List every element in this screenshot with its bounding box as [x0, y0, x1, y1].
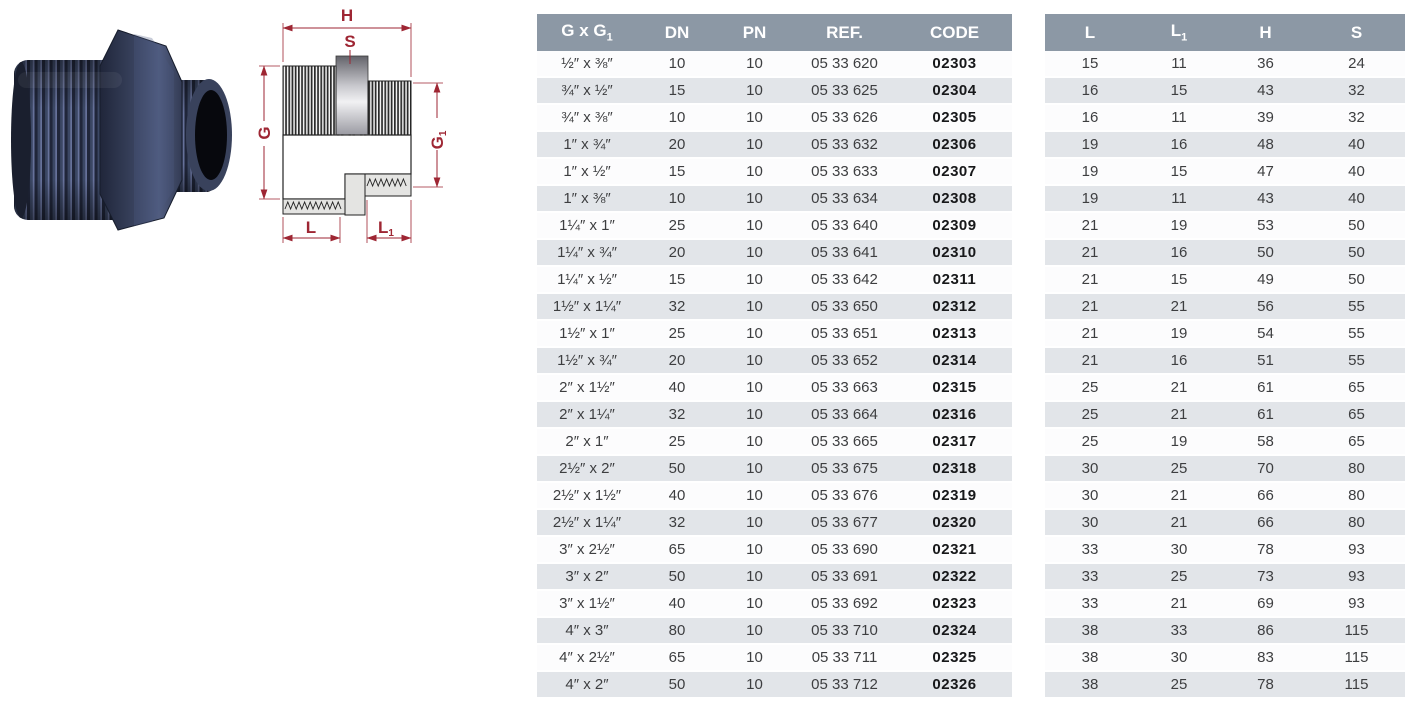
table-row [1045, 563, 1405, 590]
table-row [537, 212, 1012, 239]
table-cell: ½″ x ⅜″ [537, 51, 637, 77]
table-cell: 10 [717, 455, 792, 482]
product-photo [6, 22, 238, 240]
table-cell: 10 [717, 482, 792, 509]
table-cell: 50 [1223, 239, 1308, 266]
table-cell: 21 [1135, 590, 1223, 617]
spec-table [537, 14, 1012, 699]
table-cell: 02312 [897, 293, 1012, 320]
table-cell: 53 [1223, 212, 1308, 239]
table-row [537, 293, 1012, 320]
col-header-gxg1: G x $G_1$ [537, 14, 637, 51]
table-cell: 02308 [897, 185, 1012, 212]
table-row [537, 428, 1012, 455]
table-cell: 10 [717, 293, 792, 320]
table-cell: 10 [717, 320, 792, 347]
table-cell: 10 [717, 239, 792, 266]
table-row [537, 239, 1012, 266]
dim-table-body [1045, 51, 1405, 698]
table-cell: 10 [717, 428, 792, 455]
table-cell: 66 [1223, 509, 1308, 536]
table-cell: 10 [717, 590, 792, 617]
table-cell: 10 [717, 563, 792, 590]
table-cell: 48 [1223, 131, 1308, 158]
table-cell: 05 33 650 [792, 293, 897, 320]
table-cell: 10 [717, 158, 792, 185]
table-cell: 11 [1135, 51, 1223, 77]
table-row [537, 671, 1012, 698]
table-cell: 10 [717, 104, 792, 131]
col-header-h: H [1223, 14, 1308, 51]
table-cell: 02307 [897, 158, 1012, 185]
table-row [537, 563, 1012, 590]
table-cell: 16 [1045, 104, 1135, 131]
dim-label-l1: L1 [378, 218, 394, 239]
table-row [537, 536, 1012, 563]
table-cell: 39 [1223, 104, 1308, 131]
table-cell: 55 [1308, 347, 1405, 374]
table-cell: 05 33 711 [792, 644, 897, 671]
table-row [1045, 455, 1405, 482]
table-cell: 16 [1135, 239, 1223, 266]
table-cell: 78 [1223, 671, 1308, 698]
table-cell: 10 [717, 374, 792, 401]
table-cell: 10 [717, 347, 792, 374]
table-row [537, 158, 1012, 185]
table-cell: 05 33 641 [792, 239, 897, 266]
table-cell: 1½″ x 1¼″ [537, 293, 637, 320]
table-cell: 32 [637, 509, 717, 536]
table-cell: 61 [1223, 374, 1308, 401]
table-row [537, 347, 1012, 374]
table-cell: 20 [637, 131, 717, 158]
table-cell: 50 [637, 563, 717, 590]
table-cell: 24 [1308, 51, 1405, 77]
table-row [537, 320, 1012, 347]
table-cell: 05 33 625 [792, 77, 897, 104]
table-cell: 02326 [897, 671, 1012, 698]
table-cell: 1½″ x 1″ [537, 320, 637, 347]
table-row [1045, 536, 1405, 563]
table-cell: 4″ x 2″ [537, 671, 637, 698]
dim-label-g: G [255, 126, 274, 140]
table-cell: 02322 [897, 563, 1012, 590]
spec-table-header-row [537, 14, 1012, 51]
table-cell: 32 [637, 401, 717, 428]
table-cell: 1½″ x ¾″ [537, 347, 637, 374]
table-cell: 33 [1045, 563, 1135, 590]
table-cell: 25 [637, 212, 717, 239]
table-cell: 10 [637, 51, 717, 77]
table-cell: 21 [1045, 347, 1135, 374]
table-cell: 15 [637, 266, 717, 293]
table-cell: ¾″ x ⅜″ [537, 104, 637, 131]
table-cell: ¾″ x ½″ [537, 77, 637, 104]
table-cell: 02306 [897, 131, 1012, 158]
table-cell: 80 [1308, 509, 1405, 536]
table-cell: 40 [637, 374, 717, 401]
table-cell: 73 [1223, 563, 1308, 590]
table-cell: 115 [1308, 671, 1405, 698]
table-cell: 80 [1308, 455, 1405, 482]
table-cell: 20 [637, 239, 717, 266]
table-cell: 30 [1135, 644, 1223, 671]
table-row [537, 185, 1012, 212]
table-cell: 38 [1045, 644, 1135, 671]
table-row [537, 401, 1012, 428]
table-cell: 19 [1135, 428, 1223, 455]
table-row [1045, 482, 1405, 509]
table-row [1045, 644, 1405, 671]
table-row [537, 644, 1012, 671]
table-cell: 86 [1223, 617, 1308, 644]
table-cell: 66 [1223, 482, 1308, 509]
table-cell: 05 33 675 [792, 455, 897, 482]
table-cell: 10 [717, 266, 792, 293]
table-cell: 1″ x ¾″ [537, 131, 637, 158]
table-cell: 115 [1308, 644, 1405, 671]
dim-label-l: L [305, 218, 317, 237]
table-cell: 21 [1045, 239, 1135, 266]
table-cell: 05 33 632 [792, 131, 897, 158]
table-cell: 43 [1223, 77, 1308, 104]
table-row [1045, 158, 1405, 185]
table-cell: 19 [1045, 185, 1135, 212]
table-cell: 02324 [897, 617, 1012, 644]
table-cell: 10 [717, 51, 792, 77]
table-cell: 02311 [897, 266, 1012, 293]
table-cell: 49 [1223, 266, 1308, 293]
table-cell: 02315 [897, 374, 1012, 401]
col-header-pn: PN [717, 14, 792, 51]
table-cell: 33 [1135, 617, 1223, 644]
table-cell: 15 [1045, 51, 1135, 77]
table-cell: 02318 [897, 455, 1012, 482]
table-cell: 02320 [897, 509, 1012, 536]
table-cell: 2½″ x 1½″ [537, 482, 637, 509]
table-cell: 40 [1308, 158, 1405, 185]
table-cell: 25 [637, 320, 717, 347]
table-cell: 50 [637, 671, 717, 698]
table-cell: 36 [1223, 51, 1308, 77]
table-cell: 05 33 642 [792, 266, 897, 293]
table-cell: 2½″ x 1¼″ [537, 509, 637, 536]
table-cell: 50 [1308, 212, 1405, 239]
table-cell: 19 [1045, 131, 1135, 158]
table-cell: 93 [1308, 563, 1405, 590]
dimensions-table [1045, 14, 1405, 699]
table-cell: 10 [717, 185, 792, 212]
table-row [1045, 374, 1405, 401]
table-cell: 21 [1045, 266, 1135, 293]
dim-label-h: H [340, 6, 354, 25]
table-row [1045, 509, 1405, 536]
table-cell: 93 [1308, 590, 1405, 617]
table-cell: 65 [1308, 428, 1405, 455]
table-cell: 32 [1308, 77, 1405, 104]
table-cell: 16 [1135, 347, 1223, 374]
table-cell: 21 [1135, 374, 1223, 401]
reducing-nipple-photo-graphic [6, 22, 238, 240]
table-row [1045, 293, 1405, 320]
table-cell: 65 [637, 644, 717, 671]
table-row [1045, 212, 1405, 239]
table-row [1045, 131, 1405, 158]
table-cell: 80 [637, 617, 717, 644]
dim-label-s: S [344, 32, 356, 51]
table-cell: 21 [1045, 320, 1135, 347]
table-cell: 05 33 640 [792, 212, 897, 239]
table-cell: 56 [1223, 293, 1308, 320]
table-cell: 2″ x 1″ [537, 428, 637, 455]
col-header-s: S [1308, 14, 1405, 51]
table-cell: 4″ x 2½″ [537, 644, 637, 671]
table-cell: 02321 [897, 536, 1012, 563]
table-cell: 58 [1223, 428, 1308, 455]
table-cell: 25 [1045, 428, 1135, 455]
table-row [1045, 671, 1405, 698]
table-row [1045, 320, 1405, 347]
table-cell: 05 33 634 [792, 185, 897, 212]
table-cell: 61 [1223, 401, 1308, 428]
table-cell: 51 [1223, 347, 1308, 374]
table-cell: 1¼″ x ¾″ [537, 239, 637, 266]
table-cell: 40 [637, 482, 717, 509]
table-cell: 40 [637, 590, 717, 617]
table-cell: 25 [637, 428, 717, 455]
table-row [537, 77, 1012, 104]
table-cell: 02316 [897, 401, 1012, 428]
table-cell: 15 [1135, 266, 1223, 293]
table-cell: 115 [1308, 617, 1405, 644]
table-cell: 02305 [897, 104, 1012, 131]
table-cell: 25 [1045, 374, 1135, 401]
table-row [537, 590, 1012, 617]
table-cell: 10 [717, 509, 792, 536]
table-cell: 2½″ x 2″ [537, 455, 637, 482]
table-cell: 15 [637, 77, 717, 104]
table-row [1045, 185, 1405, 212]
table-row [537, 131, 1012, 158]
table-cell: 05 33 626 [792, 104, 897, 131]
table-cell: 19 [1135, 320, 1223, 347]
table-cell: 47 [1223, 158, 1308, 185]
table-cell: 11 [1135, 104, 1223, 131]
table-row [1045, 77, 1405, 104]
technical-drawing [250, 0, 485, 262]
table-cell: 02314 [897, 347, 1012, 374]
table-cell: 21 [1135, 401, 1223, 428]
table-cell: 05 33 665 [792, 428, 897, 455]
table-cell: 05 33 620 [792, 51, 897, 77]
table-cell: 10 [637, 185, 717, 212]
table-cell: 50 [1308, 266, 1405, 293]
table-cell: 55 [1308, 293, 1405, 320]
table-row [537, 51, 1012, 77]
table-cell: 05 33 677 [792, 509, 897, 536]
table-cell: 70 [1223, 455, 1308, 482]
table-cell: 16 [1045, 77, 1135, 104]
table-cell: 25 [1135, 455, 1223, 482]
table-cell: 1¼″ x 1″ [537, 212, 637, 239]
table-row [537, 374, 1012, 401]
table-cell: 33 [1045, 590, 1135, 617]
table-cell: 54 [1223, 320, 1308, 347]
table-row [537, 104, 1012, 131]
table-cell: 21 [1135, 482, 1223, 509]
table-cell: 05 33 710 [792, 617, 897, 644]
table-cell: 1¼″ x ½″ [537, 266, 637, 293]
table-cell: 19 [1045, 158, 1135, 185]
table-cell: 21 [1135, 509, 1223, 536]
table-cell: 19 [1135, 212, 1223, 239]
table-cell: 65 [1308, 401, 1405, 428]
table-cell: 2″ x 1½″ [537, 374, 637, 401]
table-cell: 02319 [897, 482, 1012, 509]
table-cell: 11 [1135, 185, 1223, 212]
table-cell: 40 [1308, 185, 1405, 212]
table-cell: 93 [1308, 536, 1405, 563]
table-cell: 02325 [897, 644, 1012, 671]
table-row [537, 482, 1012, 509]
dim-table-header-row [1045, 14, 1405, 51]
table-row [1045, 104, 1405, 131]
dimension-drawing-graphic [250, 0, 485, 262]
table-cell: 50 [637, 455, 717, 482]
table-cell: 15 [1135, 158, 1223, 185]
table-cell: 02323 [897, 590, 1012, 617]
table-cell: 33 [1045, 536, 1135, 563]
table-cell: 38 [1045, 671, 1135, 698]
table-cell: 32 [637, 293, 717, 320]
table-row [537, 509, 1012, 536]
table-cell: 05 33 690 [792, 536, 897, 563]
table-row [1045, 617, 1405, 644]
table-cell: 25 [1135, 563, 1223, 590]
table-cell: 10 [717, 77, 792, 104]
table-cell: 20 [637, 347, 717, 374]
table-row [1045, 239, 1405, 266]
table-cell: 32 [1308, 104, 1405, 131]
table-cell: 55 [1308, 320, 1405, 347]
table-cell: 4″ x 3″ [537, 617, 637, 644]
table-cell: 05 33 663 [792, 374, 897, 401]
table-cell: 43 [1223, 185, 1308, 212]
table-cell: 15 [637, 158, 717, 185]
table-cell: 21 [1045, 293, 1135, 320]
table-row [537, 455, 1012, 482]
table-cell: 65 [637, 536, 717, 563]
table-row [537, 266, 1012, 293]
col-header-code: CODE [897, 14, 1012, 51]
table-cell: 05 33 712 [792, 671, 897, 698]
table-cell: 38 [1045, 617, 1135, 644]
table-cell: 15 [1135, 77, 1223, 104]
table-row [1045, 266, 1405, 293]
table-row [1045, 51, 1405, 77]
col-header-dn: DN [637, 14, 717, 51]
table-cell: 10 [637, 104, 717, 131]
table-cell: 10 [717, 671, 792, 698]
table-cell: 10 [717, 131, 792, 158]
table-cell: 10 [717, 617, 792, 644]
table-cell: 30 [1045, 455, 1135, 482]
table-row [1045, 590, 1405, 617]
table-cell: 10 [717, 536, 792, 563]
table-cell: 02317 [897, 428, 1012, 455]
table-cell: 10 [717, 212, 792, 239]
table-cell: 80 [1308, 482, 1405, 509]
table-cell: 05 33 692 [792, 590, 897, 617]
table-row [1045, 428, 1405, 455]
table-cell: 78 [1223, 536, 1308, 563]
table-cell: 25 [1045, 401, 1135, 428]
table-cell: 02310 [897, 239, 1012, 266]
table-cell: 05 33 676 [792, 482, 897, 509]
table-cell: 02309 [897, 212, 1012, 239]
table-cell: 65 [1308, 374, 1405, 401]
table-cell: 05 33 664 [792, 401, 897, 428]
table-cell: 02313 [897, 320, 1012, 347]
table-cell: 30 [1045, 482, 1135, 509]
col-header-ref: REF. [792, 14, 897, 51]
table-cell: 1″ x ⅜″ [537, 185, 637, 212]
table-cell: 3″ x 2″ [537, 563, 637, 590]
table-cell: 16 [1135, 131, 1223, 158]
table-cell: 05 33 633 [792, 158, 897, 185]
table-cell: 02303 [897, 51, 1012, 77]
table-cell: 25 [1135, 671, 1223, 698]
table-cell: 02304 [897, 77, 1012, 104]
table-cell: 30 [1135, 536, 1223, 563]
table-cell: 10 [717, 401, 792, 428]
table-cell: 05 33 691 [792, 563, 897, 590]
table-cell: 2″ x 1¼″ [537, 401, 637, 428]
table-row [1045, 347, 1405, 374]
table-cell: 40 [1308, 131, 1405, 158]
table-row [537, 617, 1012, 644]
spec-table-body [537, 51, 1012, 698]
table-cell: 05 33 652 [792, 347, 897, 374]
table-cell: 69 [1223, 590, 1308, 617]
table-cell: 3″ x 2½″ [537, 536, 637, 563]
col-header-l: L [1045, 14, 1135, 51]
table-cell: 30 [1045, 509, 1135, 536]
table-cell: 1″ x ½″ [537, 158, 637, 185]
col-header-l1: $L_1$ [1135, 14, 1223, 51]
table-cell: 21 [1045, 212, 1135, 239]
table-cell: 21 [1135, 293, 1223, 320]
table-cell: 83 [1223, 644, 1308, 671]
table-cell: 3″ x 1½″ [537, 590, 637, 617]
table-row [1045, 401, 1405, 428]
dim-label-g1: G1 [428, 130, 449, 150]
table-cell: 05 33 651 [792, 320, 897, 347]
table-cell: 50 [1308, 239, 1405, 266]
table-cell: 10 [717, 644, 792, 671]
